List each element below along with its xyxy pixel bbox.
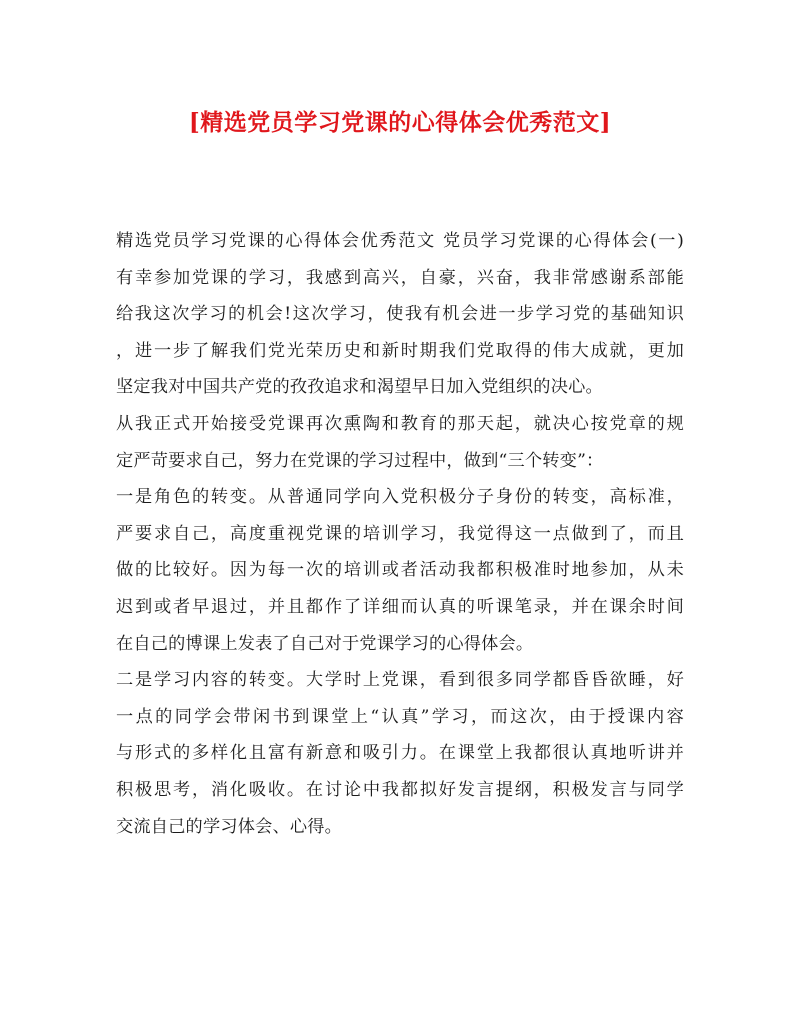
body-line: 迟到或者早退过，并且都作了详细而认真的听课笔录，并在课余时间 bbox=[116, 596, 684, 617]
body-line: 坚定我对中国共产党的孜孜追求和渴望早日加入党组织的决心。 bbox=[116, 377, 603, 398]
body-line: 从我正式开始接受党课再次熏陶和教育的那天起，就决心按党章的规 bbox=[116, 413, 684, 434]
body-line: 一是角色的转变。从普通同学向入党积极分子身份的转变，高标准， bbox=[116, 487, 684, 508]
body-line: 严要求自己，高度重视党课的培训学习，我觉得这一点做到了，而且 bbox=[116, 523, 684, 544]
document-body bbox=[116, 223, 684, 845]
body-line: 积极思考，消化吸收。在讨论中我都拟好发言提纲，积极发言与同学 bbox=[116, 779, 684, 800]
document-title: [精选党员学习党课的心得体会优秀范文] bbox=[188, 109, 612, 136]
body-line: 定严苛要求自己，努力在党课的学习过程中，做到“三个转变”： bbox=[116, 450, 604, 471]
body-line: 做的比较好。因为每一次的培训或者活动我都积极准时地参加，从未 bbox=[116, 560, 684, 581]
body-line: 精选党员学习党课的心得体会优秀范文 党员学习党课的心得体会(一) bbox=[116, 231, 684, 251]
body-line: 一点的同学会带闲书到课堂上“认真”学习，而这次，由于授课内容 bbox=[116, 706, 684, 727]
body-line: 交流自己的学习体会、心得。 bbox=[116, 816, 343, 837]
body-line: 给我这次学习的机会!这次学习，使我有机会进一步学习党的基础知识 bbox=[116, 304, 684, 325]
body-line: ，进一步了解我们党光荣历史和新时期我们党取得的伟大成就，更加 bbox=[116, 340, 684, 361]
body-line: 有幸参加党课的学习，我感到高兴，自豪，兴奋，我非常感谢系部能 bbox=[116, 267, 684, 288]
body-line: 二是学习内容的转变。大学时上党课，看到很多同学都昏昏欲睡，好 bbox=[116, 670, 684, 691]
body-line: 与形式的多样化且富有新意和吸引力。在课堂上我都很认真地听讲并 bbox=[116, 743, 684, 764]
body-line: 在自己的博课上发表了自己对于党课学习的心得体会。 bbox=[116, 633, 534, 654]
